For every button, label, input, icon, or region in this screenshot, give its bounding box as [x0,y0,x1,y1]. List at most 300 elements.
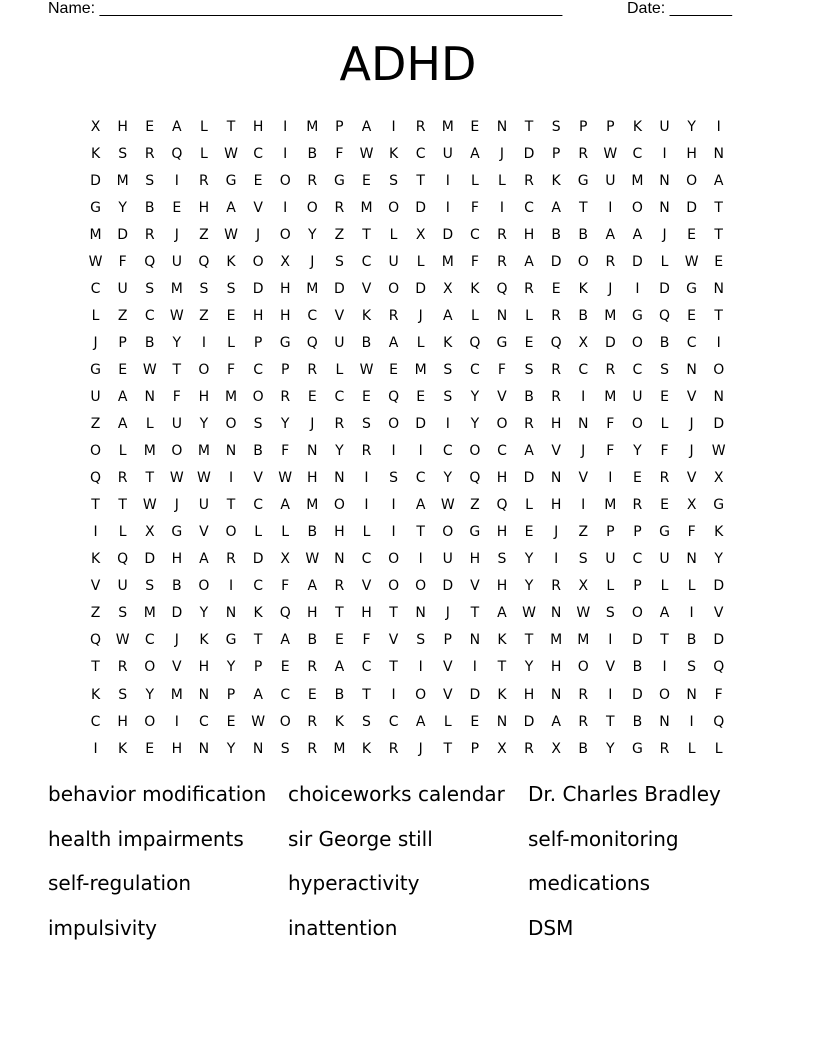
grid-letter[interactable]: U [171,253,182,270]
grid-letter[interactable]: R [307,361,318,378]
grid-letter[interactable]: A [226,199,236,216]
grid-letter[interactable]: C [524,199,534,216]
grid-letter[interactable]: D [632,632,643,649]
grid-letter[interactable]: F [470,199,479,216]
grid-letter[interactable]: E [470,118,480,135]
grid-letter[interactable]: N [415,605,426,622]
grid-letter[interactable]: O [279,172,291,189]
grid-letter[interactable]: A [334,659,345,676]
grid-letter[interactable]: S [524,361,534,378]
grid-letter[interactable]: N [144,388,155,405]
grid-letter[interactable]: B [307,145,318,162]
grid-letter[interactable]: R [524,740,534,757]
grid-letter[interactable]: X [497,740,507,757]
grid-letter[interactable]: R [307,659,318,676]
grid-letter[interactable]: X [90,118,101,135]
grid-letter[interactable]: R [388,740,399,757]
grid-letter[interactable]: I [499,199,505,216]
grid-letter[interactable]: M [360,199,373,216]
grid-letter[interactable]: A [117,416,128,433]
grid-letter[interactable]: E [362,172,371,189]
grid-letter[interactable]: Q [90,470,102,487]
grid-letter[interactable]: Y [226,659,236,676]
grid-letter[interactable]: W [278,470,293,487]
grid-letter[interactable]: A [361,118,372,135]
grid-letter[interactable]: A [470,145,480,162]
grid-letter[interactable]: E [334,632,344,649]
grid-letter[interactable]: H [469,551,481,568]
grid-letter[interactable]: M [306,118,319,135]
grid-letter[interactable]: I [472,659,477,676]
grid-letter[interactable]: Q [198,253,210,270]
grid-letter[interactable]: Q [388,388,400,405]
grid-letter[interactable]: S [145,280,155,297]
grid-letter[interactable]: O [252,253,264,270]
grid-letter[interactable]: B [307,524,318,541]
grid-letter[interactable]: D [523,713,535,730]
grid-letter[interactable]: C [253,145,263,162]
grid-letter[interactable]: T [660,632,669,649]
grid-letter[interactable]: L [714,740,723,757]
grid-letter[interactable]: E [524,524,534,541]
grid-letter[interactable]: W [522,605,536,622]
grid-letter[interactable]: L [145,416,154,433]
grid-letter[interactable]: Q [713,659,725,676]
grid-letter[interactable]: N [225,443,237,460]
grid-letter[interactable]: R [524,172,534,189]
grid-letter[interactable]: J [174,632,179,649]
grid-letter[interactable]: E [226,713,236,730]
grid-letter[interactable]: Q [496,497,508,514]
grid-letter[interactable]: W [440,497,455,514]
grid-letter[interactable]: A [659,605,670,622]
grid-letter[interactable]: C [632,361,643,378]
grid-letter[interactable]: P [253,334,263,351]
grid-letter[interactable]: U [659,551,670,568]
grid-letter[interactable]: B [172,578,182,595]
grid-letter[interactable]: O [333,497,345,514]
grid-letter[interactable]: P [606,524,615,541]
grid-letter[interactable]: Q [306,334,318,351]
grid-letter[interactable]: M [197,443,210,460]
grid-letter[interactable]: S [226,280,236,297]
grid-letter[interactable]: Y [443,470,453,487]
grid-letter[interactable]: H [550,659,562,676]
grid-letter[interactable]: S [118,605,128,622]
grid-letter[interactable]: D [632,253,643,270]
grid-letter[interactable]: Y [308,226,317,243]
grid-letter[interactable]: J [174,497,179,514]
grid-letter[interactable]: M [577,632,590,649]
grid-letter[interactable]: Z [90,605,101,622]
grid-letter[interactable]: L [200,145,208,162]
grid-letter[interactable]: V [199,524,209,541]
grid-letter[interactable]: O [198,578,210,595]
grid-letter[interactable]: T [91,497,100,514]
grid-letter[interactable]: R [415,118,426,135]
grid-letter[interactable]: V [497,388,507,405]
grid-letter[interactable]: I [716,334,721,351]
grid-letter[interactable]: E [253,172,263,189]
grid-letter[interactable]: A [307,578,318,595]
grid-letter[interactable]: A [388,334,399,351]
grid-letter[interactable]: D [523,470,535,487]
grid-letter[interactable]: B [144,199,155,216]
grid-letter[interactable]: Y [335,443,344,460]
grid-letter[interactable]: T [335,605,344,622]
grid-letter[interactable]: M [441,253,454,270]
grid-letter[interactable]: H [198,659,210,676]
grid-letter[interactable]: Y [199,416,209,433]
grid-letter[interactable]: T [91,659,100,676]
grid-letter[interactable]: S [389,172,399,189]
grid-letter[interactable]: X [686,497,697,514]
grid-letter[interactable]: Y [606,740,615,757]
grid-letter[interactable]: I [608,632,613,649]
grid-letter[interactable]: S [578,551,588,568]
grid-letter[interactable]: N [686,551,697,568]
grid-letter[interactable]: W [224,226,238,243]
grid-letter[interactable]: B [659,334,670,351]
grid-letter[interactable]: A [632,226,643,243]
grid-letter[interactable]: P [280,361,290,378]
grid-letter[interactable]: H [550,497,562,514]
grid-letter[interactable]: H [496,470,508,487]
grid-letter[interactable]: T [226,118,236,135]
grid-letter[interactable]: J [689,416,694,433]
grid-letter[interactable]: M [143,443,156,460]
grid-letter[interactable]: A [497,605,507,622]
grid-letter[interactable]: O [469,443,481,460]
grid-letter[interactable]: M [631,172,644,189]
grid-letter[interactable]: X [551,740,561,757]
grid-letter[interactable]: V [442,659,453,676]
grid-letter[interactable]: T [524,118,534,135]
grid-letter[interactable]: V [713,605,724,622]
grid-letter[interactable]: E [687,226,697,243]
grid-letter[interactable]: T [362,226,371,243]
grid-letter[interactable]: K [361,740,372,757]
grid-letter[interactable]: I [662,659,667,676]
grid-letter[interactable]: G [90,361,101,378]
grid-letter[interactable]: W [169,307,184,324]
grid-letter[interactable]: B [686,632,697,649]
grid-letter[interactable]: T [226,497,236,514]
grid-letter[interactable]: C [632,551,643,568]
grid-letter[interactable]: T [389,659,398,676]
grid-letter[interactable]: V [686,470,697,487]
grid-letter[interactable]: C [469,226,480,243]
grid-letter[interactable]: L [443,713,452,730]
grid-letter[interactable]: N [577,416,589,433]
grid-letter[interactable]: V [442,686,453,703]
grid-letter[interactable]: M [170,280,183,297]
grid-letter[interactable]: K [253,605,263,622]
grid-letter[interactable]: J [418,740,423,757]
grid-letter[interactable]: J [581,443,586,460]
grid-letter[interactable]: I [554,551,559,568]
grid-letter[interactable]: F [687,524,696,541]
grid-letter[interactable]: P [253,659,263,676]
grid-letter[interactable]: W [197,470,211,487]
grid-letter[interactable]: D [713,578,725,595]
grid-letter[interactable]: X [713,470,724,487]
grid-letter[interactable]: O [415,578,427,595]
grid-letter[interactable]: M [224,388,238,405]
grid-letter[interactable]: D [713,632,725,649]
grid-letter[interactable]: T [578,199,588,216]
grid-letter[interactable]: U [117,578,128,595]
grid-letter[interactable]: Y [172,334,182,351]
grid-letter[interactable]: S [253,416,263,433]
grid-letter[interactable]: H [279,280,291,297]
grid-letter[interactable]: E [524,334,534,351]
grid-letter[interactable]: O [631,416,643,433]
grid-letter[interactable]: T [416,172,425,189]
grid-letter[interactable]: D [604,334,616,351]
grid-letter[interactable]: K [90,551,101,568]
grid-letter[interactable]: F [335,145,344,162]
grid-letter[interactable]: X [578,334,589,351]
grid-letter[interactable]: C [253,497,263,514]
grid-letter[interactable]: T [606,713,615,730]
grid-letter[interactable]: C [144,632,155,649]
grid-letter[interactable]: Q [171,145,183,162]
grid-letter[interactable]: C [361,253,372,270]
grid-letter[interactable]: D [713,416,725,433]
grid-letter[interactable]: O [415,686,427,703]
grid-letter[interactable]: O [90,443,102,460]
grid-letter[interactable]: U [90,388,101,405]
grid-letter[interactable]: E [416,388,426,405]
grid-letter[interactable]: E [118,361,128,378]
grid-letter[interactable]: F [470,253,479,270]
grid-letter[interactable]: A [280,497,290,514]
grid-letter[interactable]: P [335,118,344,135]
grid-letter[interactable]: D [171,605,183,622]
grid-letter[interactable]: I [581,497,586,514]
grid-letter[interactable]: C [442,443,453,460]
grid-letter[interactable]: S [687,659,697,676]
grid-letter[interactable]: K [470,280,480,297]
grid-letter[interactable]: N [713,280,724,297]
grid-letter[interactable]: T [253,632,263,649]
grid-letter[interactable]: I [445,172,450,189]
grid-letter[interactable]: K [118,740,128,757]
grid-letter[interactable]: P [606,118,615,135]
grid-letter[interactable]: R [334,578,345,595]
grid-letter[interactable]: G [469,524,481,541]
grid-letter[interactable]: K [632,118,643,135]
grid-letter[interactable]: C [144,307,155,324]
grid-letter[interactable]: Y [524,551,534,568]
grid-letter[interactable]: I [283,145,288,162]
grid-letter[interactable]: K [443,334,453,351]
grid-letter[interactable]: Y [470,388,480,405]
grid-letter[interactable]: R [334,199,345,216]
grid-letter[interactable]: E [551,280,561,297]
grid-letter[interactable]: Z [199,226,209,243]
grid-letter[interactable]: E [389,361,398,378]
grid-letter[interactable]: G [631,740,643,757]
grid-letter[interactable]: E [280,659,290,676]
grid-letter[interactable]: O [496,416,508,433]
grid-letter[interactable]: K [90,145,101,162]
grid-letter[interactable]: I [418,659,423,676]
grid-letter[interactable]: R [117,659,128,676]
grid-letter[interactable]: I [716,118,721,135]
grid-letter[interactable]: C [280,686,291,703]
grid-letter[interactable]: T [714,226,723,243]
grid-letter[interactable]: J [662,226,667,243]
grid-letter[interactable]: R [524,416,534,433]
grid-letter[interactable]: H [117,713,128,730]
grid-letter[interactable]: H [198,388,210,405]
grid-letter[interactable]: F [226,361,236,378]
grid-letter[interactable]: M [143,605,156,622]
grid-letter[interactable]: O [659,686,671,703]
grid-letter[interactable]: K [90,686,101,703]
grid-letter[interactable]: J [608,280,613,297]
grid-letter[interactable]: R [632,497,643,514]
grid-letter[interactable]: Y [280,416,290,433]
grid-letter[interactable]: L [470,172,479,189]
grid-letter[interactable]: L [498,172,506,189]
grid-letter[interactable]: M [604,497,617,514]
date-field-label[interactable]: Date: _______ [627,0,732,17]
grid-letter[interactable]: J [256,226,261,243]
grid-letter[interactable]: B [361,334,372,351]
grid-letter[interactable]: O [225,416,237,433]
grid-letter[interactable]: O [686,172,698,189]
grid-letter[interactable]: G [659,524,670,541]
grid-letter[interactable]: T [714,199,723,216]
grid-letter[interactable]: Z [199,307,209,324]
grid-letter[interactable]: Q [90,632,102,649]
grid-letter[interactable]: R [226,551,236,568]
grid-letter[interactable]: V [686,388,697,405]
grid-letter[interactable]: V [578,470,589,487]
grid-letter[interactable]: E [145,118,155,135]
grid-letter[interactable]: C [686,334,697,351]
grid-letter[interactable]: F [281,443,290,460]
grid-letter[interactable]: R [334,416,345,433]
grid-letter[interactable]: I [391,686,396,703]
grid-letter[interactable]: O [631,605,643,622]
grid-letter[interactable]: Q [713,713,725,730]
grid-letter[interactable]: R [524,280,534,297]
grid-letter[interactable]: L [389,226,398,243]
grid-letter[interactable]: C [90,280,101,297]
grid-letter[interactable]: O [279,713,291,730]
grid-letter[interactable]: O [225,524,237,541]
grid-letter[interactable]: T [172,361,182,378]
grid-letter[interactable]: M [414,361,427,378]
grid-letter[interactable]: F [362,632,371,649]
grid-letter[interactable]: I [608,686,613,703]
grid-letter[interactable]: N [252,740,264,757]
grid-letter[interactable]: T [524,632,534,649]
grid-letter[interactable]: G [713,497,725,514]
grid-letter[interactable]: N [225,605,237,622]
grid-letter[interactable]: N [334,470,345,487]
grid-letter[interactable]: C [361,551,372,568]
grid-letter[interactable]: B [632,713,643,730]
grid-letter[interactable]: C [253,361,263,378]
grid-letter[interactable]: N [550,470,562,487]
grid-letter[interactable]: O [388,416,400,433]
grid-letter[interactable]: I [391,524,396,541]
grid-letter[interactable]: N [713,145,724,162]
grid-letter[interactable]: D [334,280,345,297]
grid-letter[interactable]: A [605,226,616,243]
grid-letter[interactable]: S [416,632,426,649]
grid-letter[interactable]: I [174,172,179,189]
grid-letter[interactable]: L [227,334,235,351]
grid-letter[interactable]: Z [470,497,480,514]
grid-letter[interactable]: R [578,686,589,703]
grid-letter[interactable]: V [605,659,616,676]
grid-letter[interactable]: I [391,118,396,135]
grid-letter[interactable]: R [551,307,561,324]
grid-letter[interactable]: K [714,524,724,541]
grid-letter[interactable]: X [280,253,290,270]
grid-letter[interactable]: L [362,524,371,541]
grid-letter[interactable]: O [388,280,400,297]
grid-letter[interactable]: I [283,199,288,216]
grid-letter[interactable]: N [496,307,508,324]
grid-letter[interactable]: O [577,253,589,270]
grid-letter[interactable]: E [145,740,155,757]
grid-letter[interactable]: A [551,199,561,216]
grid-letter[interactable]: S [551,118,561,135]
grid-letter[interactable]: W [224,145,238,162]
grid-letter[interactable]: F [660,443,669,460]
grid-letter[interactable]: O [442,524,454,541]
grid-letter[interactable]: N [496,118,508,135]
grid-letter[interactable]: C [469,361,480,378]
grid-letter[interactable]: O [388,578,400,595]
grid-letter[interactable]: M [306,280,319,297]
grid-letter[interactable]: B [524,388,534,405]
grid-letter[interactable]: R [551,578,561,595]
grid-letter[interactable]: S [497,551,507,568]
grid-letter[interactable]: W [305,551,320,568]
grid-letter[interactable]: H [307,605,318,622]
grid-letter[interactable]: V [334,307,345,324]
grid-letter[interactable]: A [415,497,426,514]
grid-letter[interactable]: E [307,686,317,703]
grid-letter[interactable]: I [201,334,206,351]
grid-letter[interactable]: D [415,280,427,297]
grid-letter[interactable]: P [226,686,236,703]
grid-letter[interactable]: O [171,443,183,460]
grid-letter[interactable]: I [364,470,369,487]
grid-letter[interactable]: D [90,172,101,189]
grid-letter[interactable]: R [144,226,155,243]
grid-letter[interactable]: F [606,416,615,433]
grid-letter[interactable]: Q [550,334,562,351]
grid-letter[interactable]: J [689,443,694,460]
grid-letter[interactable]: C [361,659,372,676]
grid-letter[interactable]: P [633,578,642,595]
grid-letter[interactable]: Q [469,470,481,487]
grid-letter[interactable]: Y [145,686,155,703]
grid-letter[interactable]: M [550,632,563,649]
grid-letter[interactable]: I [283,118,288,135]
grid-letter[interactable]: W [88,253,103,270]
grid-letter[interactable]: H [171,740,183,757]
